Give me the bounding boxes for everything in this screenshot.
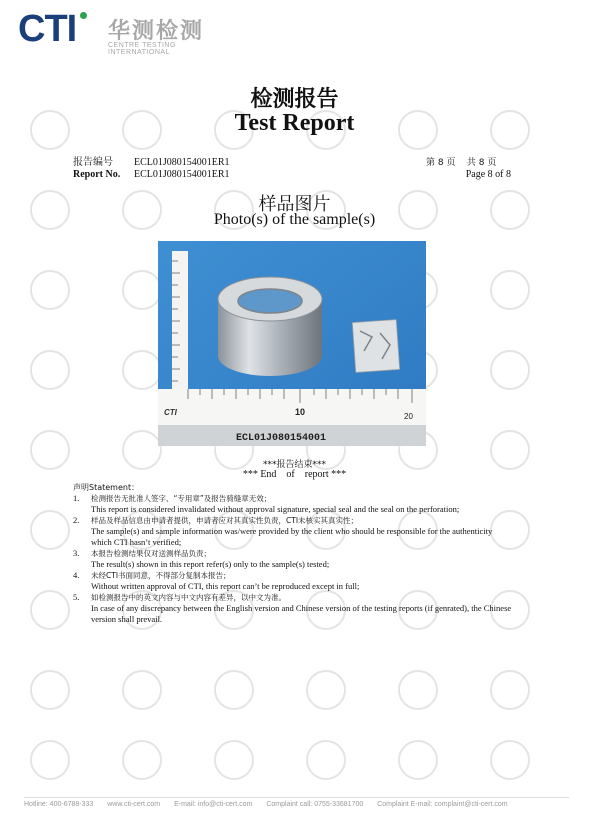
statement-text-cn: 本报告检测结果仅对送测样品负责； (91, 549, 211, 558)
watermark-seal (30, 270, 70, 310)
watermark-seal (490, 350, 530, 390)
tape-roll-core (238, 289, 302, 313)
watermark-seal (214, 740, 254, 780)
end-of-report-cn: ***报告结束*** (262, 460, 326, 470)
statement-item (73, 548, 513, 570)
statement-number: 2. (73, 515, 80, 525)
footer-divider (24, 797, 569, 798)
foil-sample (352, 320, 399, 373)
logo-brand: CTI (18, 8, 77, 50)
statement-list (73, 493, 513, 625)
watermark-seal (490, 740, 530, 780)
logo-dot (80, 12, 87, 19)
watermark-seal (30, 350, 70, 390)
watermark-seal (306, 670, 346, 710)
ruler-tick-20: 20 (404, 412, 413, 421)
title-cn: 检测报告 (250, 87, 339, 112)
footer-hotline: Hotline: 400-6788-333 (24, 801, 94, 808)
watermark-seal (214, 670, 254, 710)
statement-number: 5. (73, 592, 80, 602)
logo-en: CENTRE TESTING INTERNATIONAL (108, 42, 176, 56)
watermark-seal (122, 670, 162, 710)
statement-header: 声明Statement： (73, 483, 140, 492)
statement-text-cn: 样品及样品信息由申请者提供，申请者应对其真实性负责，CTI未核实其真实性； (91, 516, 359, 525)
sample-id: ECL01J080154001 (236, 433, 327, 444)
footer-complaint-call: Complaint call: 0755-33681700 (266, 801, 364, 808)
page-number-en: Page 8 of 8 (465, 169, 511, 180)
footer-email: E-mail: info@cti-cert.com (174, 801, 253, 808)
ruler-tick-10: 10 (295, 407, 306, 417)
statement-item (73, 570, 513, 592)
logo-cn: 华测检测 (108, 19, 205, 44)
footer-web: www.cti-cert.com (107, 801, 161, 808)
watermark-seal (122, 270, 162, 310)
page-number-cn: 第 8 页 共 8 页 (426, 158, 497, 168)
end-of-report-en: *** End of report *** (242, 469, 347, 480)
statement-text-en: Without written approval of CTI, this report can’t be reproduced except in full; (91, 581, 360, 591)
statement-text-en: This report is considered invalidated without approval signature, special seal and the seal on the perforation; (91, 504, 460, 514)
watermark-seal (30, 510, 70, 550)
watermark-seal (122, 740, 162, 780)
watermark-seal (398, 670, 438, 710)
statement-text-en: The sample(s) and sample information was/were provided by the client who should be responsible for the authenticity which CTI hasn’t verified; (91, 526, 493, 547)
watermark-seal (30, 590, 70, 630)
statement-number: 4. (73, 570, 80, 580)
section-title-en: Photo(s) of the sample(s) (213, 211, 376, 228)
statement-item (73, 493, 513, 515)
statement-text-cn: 未经CTI书面同意，不得部分复制本报告； (91, 571, 231, 580)
report-no-value-en: ECL01J080154001ER1 (134, 169, 230, 180)
watermark-seal (122, 350, 162, 390)
section-title-cn: 样品图片 (258, 194, 331, 215)
report-no-value-cn: ECL01J080154001ER1 (134, 157, 230, 168)
cti-logo (18, 8, 218, 54)
statement-number: 1. (73, 493, 80, 503)
watermark-seal (30, 670, 70, 710)
report-no-label-en: Report No. (73, 169, 121, 180)
statement-text-en: In case of any discrepancy between the English version and Chinese version of the testing reports (if genrated), the Chinese version shall prevail. (91, 603, 512, 624)
watermark-seal (30, 740, 70, 780)
footer (24, 801, 569, 808)
sample-photo (158, 241, 426, 446)
statement-text-en: The result(s) shown in this report refer(s) only to the sample(s) tested; (91, 559, 330, 569)
watermark-seal (490, 270, 530, 310)
statement-number: 3. (73, 548, 80, 558)
statement-text-cn: 检测报告无批准人签字、“专用章”及报告骑缝章无效； (91, 494, 272, 503)
ruler-brand: CTI (164, 408, 177, 417)
watermark-seal (490, 670, 530, 710)
watermark-seal (306, 740, 346, 780)
statement-section (73, 482, 513, 625)
title-en: Test Report (234, 110, 355, 136)
statement-item (73, 515, 513, 548)
footer-complaint-email: Complaint E-mail: complaint@cti-cert.com (377, 801, 508, 808)
statement-text-cn: 如检测报告中的英文内容与中文内容有差异，以中文为准。 (91, 593, 286, 602)
statement-item (73, 592, 513, 625)
report-no-label-cn: 报告编号 (73, 157, 113, 168)
watermark-seal (398, 740, 438, 780)
